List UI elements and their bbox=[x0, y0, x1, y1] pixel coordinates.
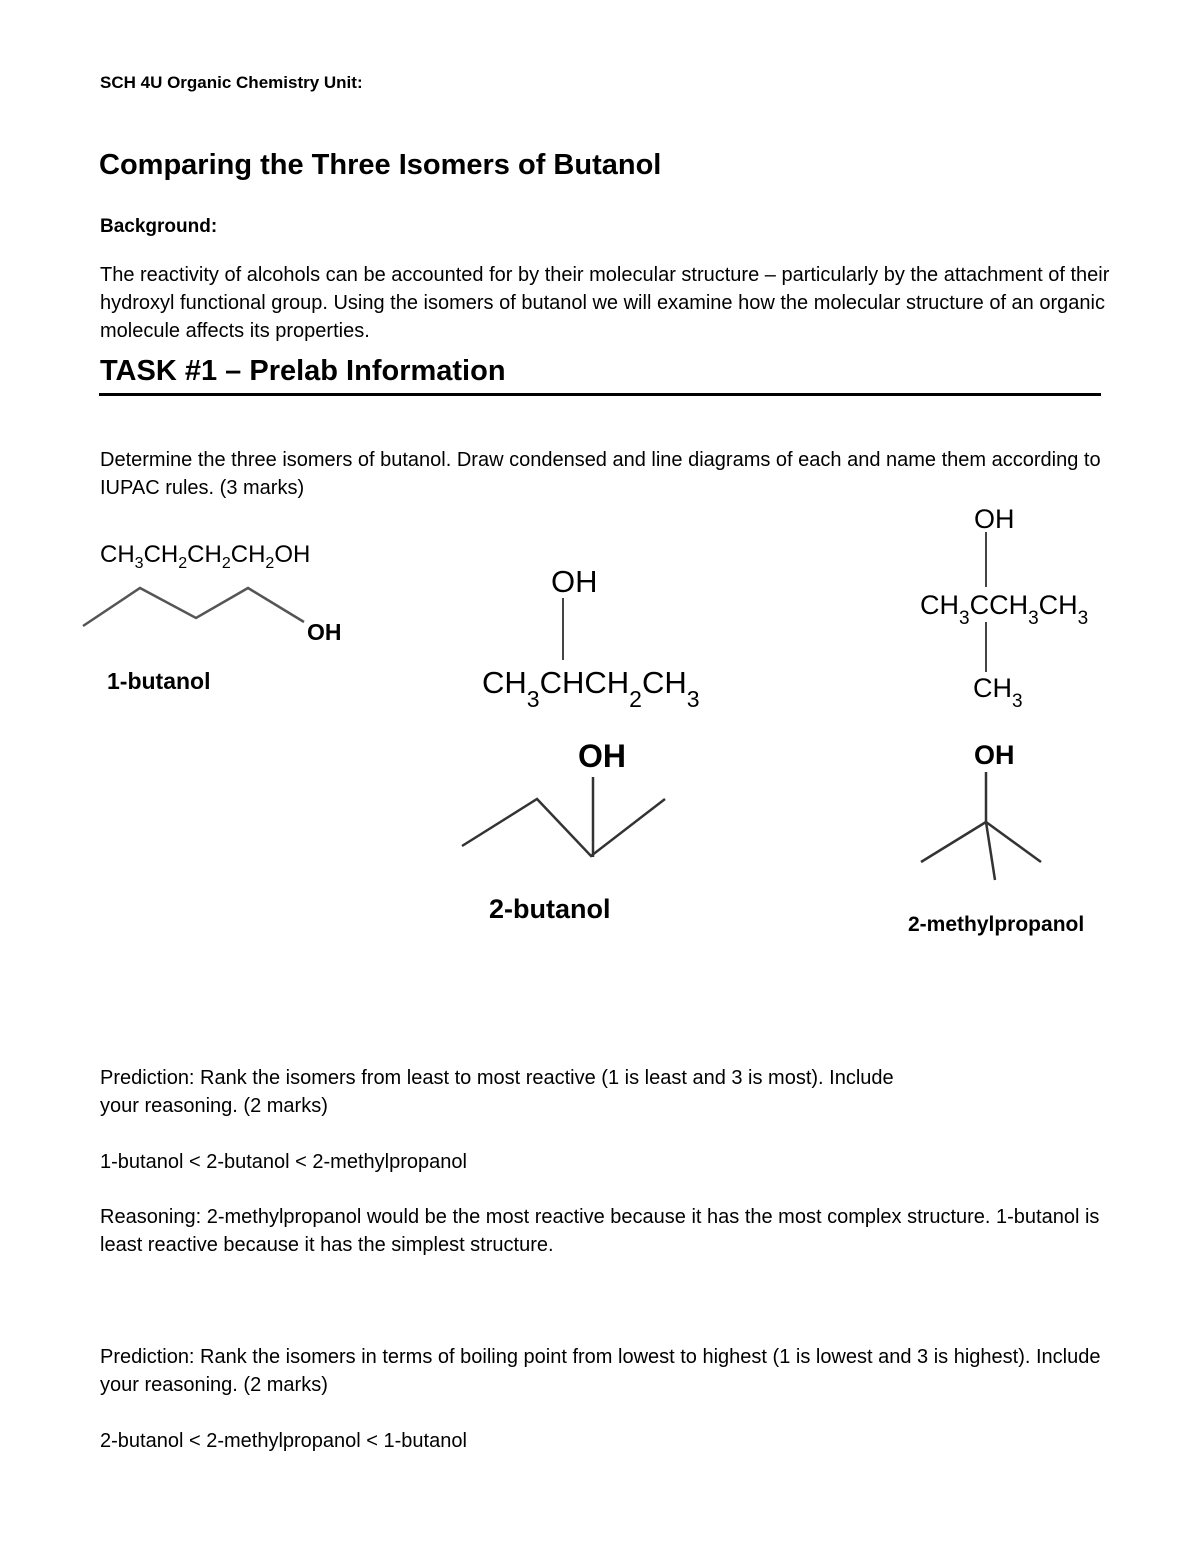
reactivity-prediction-question: Prediction: Rank the isomers from least to most reactive (1 is least and 3 is most). Include your reasoning. (2 marks) bbox=[100, 1067, 894, 1117]
line-oh-label-2: OH bbox=[578, 738, 626, 774]
isomer-name-2: 2-butanol bbox=[489, 894, 611, 924]
condensed-oh-2: OH bbox=[551, 564, 598, 599]
condensed-bottom-3: $CH_3$ bbox=[973, 673, 1023, 712]
background-text: The reactivity of alcohols can be accounted for by their molecular structure – particularly by the attachment of their hydroxyl functional group. Using the isomers of butanol we will examine how the molecular structure of an organic molecule affects its properties. bbox=[100, 264, 1110, 342]
isomer-diagrams bbox=[0, 490, 1200, 950]
page-title: Comparing the Three Isomers of Butanol bbox=[99, 149, 662, 181]
line-diagram-3 bbox=[921, 772, 1041, 880]
section-divider bbox=[99, 393, 1101, 396]
background-heading: Background: bbox=[100, 216, 218, 237]
isomer-2-butanol bbox=[462, 564, 700, 924]
boiling-point-ranking-answer: 2-butanol < 2-methylpropanol < 1-butanol bbox=[100, 1430, 467, 1452]
boiling-point-prediction-question: Prediction: Rank the isomers in terms of boiling point from lowest to highest (1 is lowest and 3 is highest). Include your reasoning. (2 marks) bbox=[100, 1346, 1101, 1396]
condensed-formula-2: $CH_3CHCH_2CH_3$ bbox=[482, 665, 700, 712]
isomer-name-3: 2-methylpropanol bbox=[908, 913, 1085, 936]
line-diagram-1 bbox=[83, 588, 304, 626]
condensed-oh-3: OH bbox=[974, 504, 1015, 534]
isomer-name-1: 1-butanol bbox=[107, 668, 211, 694]
line-oh-label-3: OH bbox=[974, 740, 1015, 770]
course-header: SCH 4U Organic Chemistry Unit: bbox=[100, 73, 363, 92]
reactivity-reasoning-answer: Reasoning: 2-methylpropanol would be the most reactive because it has the most complex structure. 1-butanol is least reactive because it has the simplest structure. bbox=[100, 1206, 1100, 1256]
condensed-formula-3: $CH_3CCH_3CH_3$ bbox=[920, 590, 1089, 629]
reactivity-ranking-answer: 1-butanol < 2-butanol < 2-methylpropanol bbox=[100, 1151, 467, 1173]
line-oh-label-1: OH bbox=[307, 619, 342, 645]
isomer-1-butanol bbox=[83, 541, 342, 694]
condensed-formula-1: $CH_3CH_2CH_2CH_2OH$ bbox=[100, 541, 311, 572]
task-instructions: Determine the three isomers of butanol. Draw condensed and line diagrams of each and name them according to IUPAC rules. (3 marks) bbox=[100, 449, 1101, 499]
line-diagram-2 bbox=[462, 799, 665, 856]
isomer-2-methylpropanol bbox=[908, 504, 1088, 936]
task-heading: TASK #1 – Prelab Information bbox=[100, 355, 506, 387]
